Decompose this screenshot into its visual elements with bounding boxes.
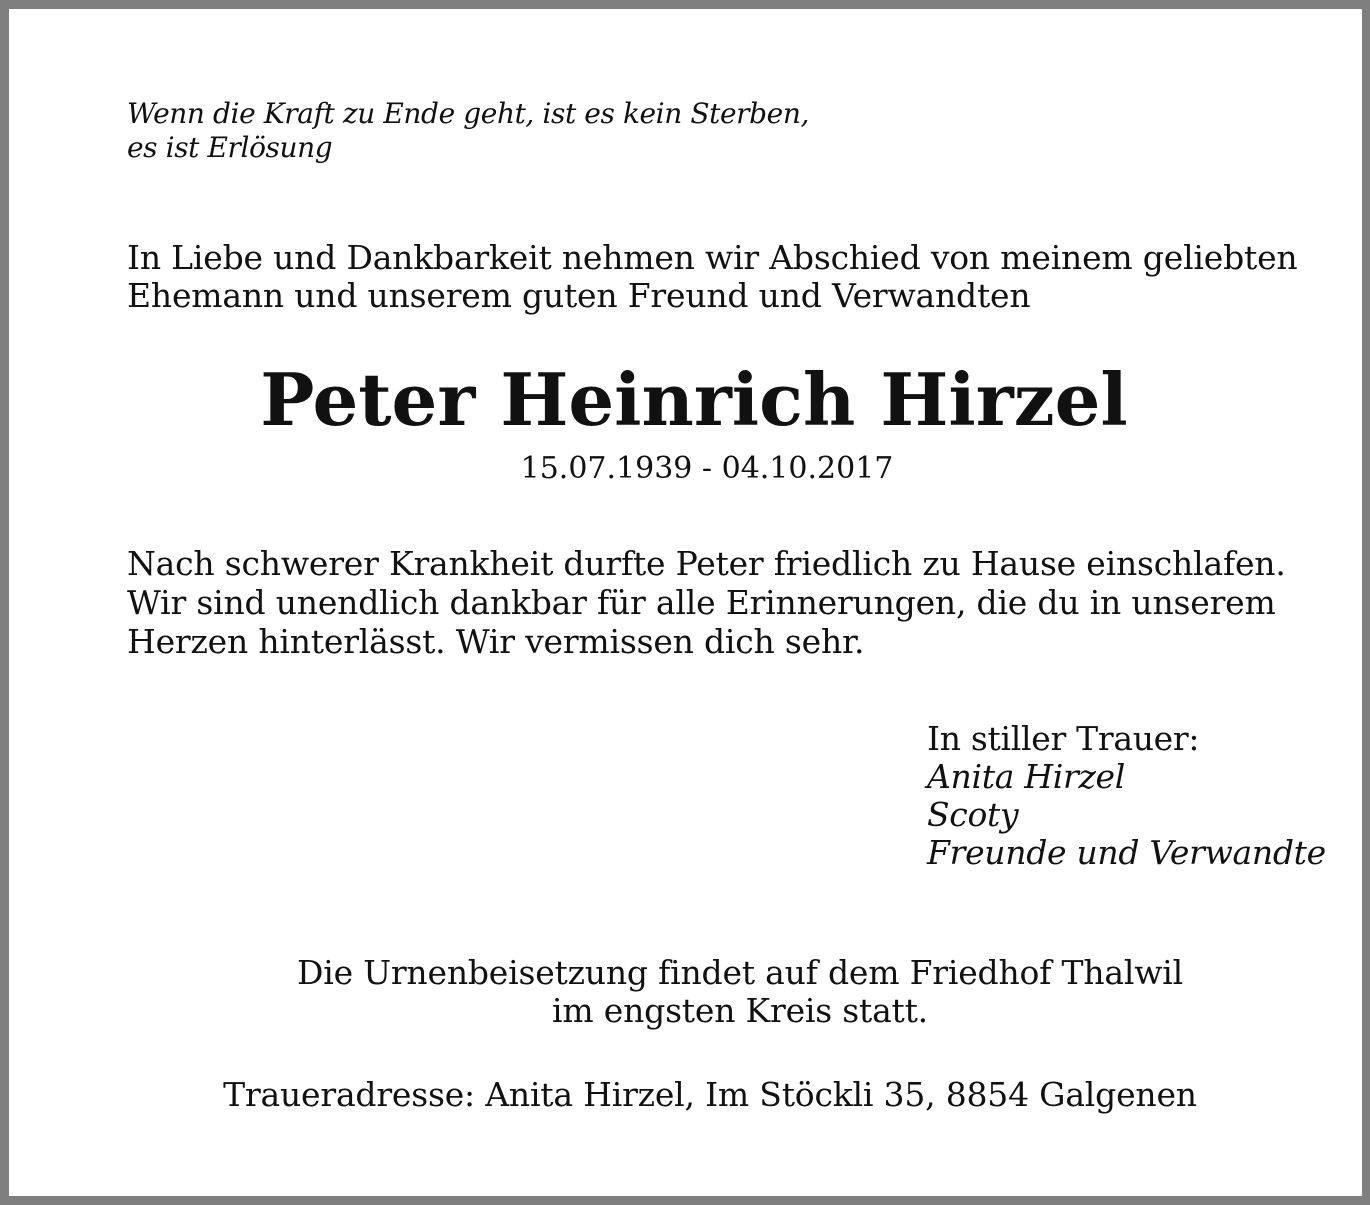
motto-line-1: Wenn die Kraft zu Ende geht, ist es kein Sterben, [127,97,809,130]
motto-line-2: es ist Erlösung [127,131,333,164]
burial-line-1: Die Urnenbeisetzung findet auf dem Friedhof Thalwil [297,953,1183,992]
mourning-address: Traueradresse: Anita Hirzel, Im Stöckli 35, 8854 Galgenen [223,1075,1197,1114]
life-dates: 15.07.1939 - 04.10.2017 [520,451,894,486]
burial-info [9,954,1370,1030]
mourner-name: Anita Hirzel [927,757,1126,796]
message-line-3: Herzen hinterlässt. Wir vermissen dich sehr. [127,622,865,661]
intro-line-2: Ehemann und unserem guten Freund und Verwandten [127,276,1031,315]
message-line-1: Nach schwerer Krankheit durfte Peter friedlich zu Hause einschlafen. [127,544,1286,583]
deceased-name: Peter Heinrich Hirzel [260,357,1128,442]
burial-line-2: im engsten Kreis statt. [552,991,928,1030]
intro-line-1: In Liebe und Dankbarkeit nehmen wir Abschied von meinem geliebten [127,238,1298,277]
motto-quote [127,97,809,165]
mourner-name: Scoty [927,795,1019,834]
mourner-name: Freunde und Verwandte [927,833,1326,872]
intro-text [127,239,1297,315]
message-line-2: Wir sind unendlich dankbar für alle Erinnerungen, die du in unserem [127,583,1276,622]
farewell-message [127,544,1286,661]
mourners-block [927,720,1326,872]
mourners-heading: In stiller Trauer: [927,719,1200,758]
